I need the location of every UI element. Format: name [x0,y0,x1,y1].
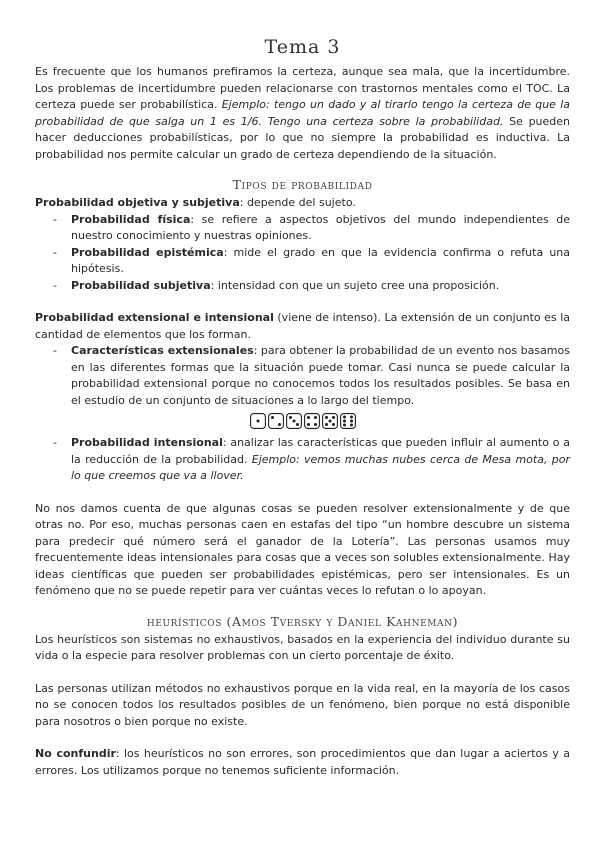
no-confundir-label: No confundir [35,747,116,760]
section-heading-tipos: Tipos de probabilidad [232,177,373,192]
die-face-4-icon [304,413,320,429]
item-text: : intensidad con que un sujeto cree una proposición. [210,278,500,292]
heuristicos-paragraph-3 [35,746,570,779]
intro-paragraph [35,64,570,163]
item-text: : mide el grado en que la evidencia confirma o refuta una hipótesis. [71,245,571,275]
item-label: Probabilidad subjetiva [71,278,211,292]
intro-text-2: Se pueden hacer deducciones probabilísticas, por lo que no siempre la probabilidad es inductiva. La probabilidad nos permite calcular un grado de certeza dependiendo de la situación. [35,114,571,161]
objetiva-label: Probabilidad objetiva y subjetiva [35,196,240,209]
intro-example: Ejemplo: tengo un dado y al tirarlo tengo la certeza de que la probabilidad de que salga un 1 es 1/6. Tengo una certeza sobre la probabilidad. [35,98,570,128]
item-text: : se refiere a aspectos objetivos del mundo independientes de nuestro conocimiento y nuestras opiniones. [71,212,570,242]
extensional-list [35,343,570,409]
list-item [53,343,570,409]
die-face-5-icon [322,413,338,429]
item-label: Características extensionales [71,344,254,357]
die-face-1-icon [250,413,266,429]
item-label: Probabilidad intensional [71,436,223,449]
extensional-label: Probabilidad extensional e intensional [35,311,274,324]
list-item [53,278,570,295]
extensional-paragraph [35,310,570,343]
list-item [53,435,570,485]
heuristicos-paragraph-1: Los heurísticos son sistemas no exhaustivos, basados en la experiencia del individuo durante su vida o la especie para resolver problemas con un cierto porcentaje de éxito. [35,632,570,662]
item-text: : para obtener la probabilidad de un evento nos basamos en las diferentes formas que la situación puede tomar. Casi nunca se puede calcular la probabilidad extensional porque no conocemos todos los resultados posibles. Se basa en el estudio de un conjunto de situaciones a lo largo del tiempo. [71,344,570,407]
item-text: : analizar las características que pueden influir al aumento o a la reducción de la probabilidad. [71,436,570,466]
list-item [53,245,570,278]
section-heading-heuristicos: heurísticos (Amos Tversky y Daniel Kahneman) [146,613,459,629]
extensional-note-paragraph: No nos damos cuenta de que algunas cosas se pueden resolver extensionalmente y de que otras no. Por eso, muchas personas caen en estafas del tipo “un hombre descubre un sistema para predecir qué número será el ganador de la Lotería”. Las personas usamos muy frecuentemente ideas intensionales para cosas que a veces son solubles extensionalmente. Hay ideas científicas que pueden ser probabilidades epistémicas, pero ser intensionales. Es un fenómeno que no se puede repetir para ver cuántas veces lo refutan o lo apoyan. [35,501,570,597]
page-title: Tema 3 [264,36,341,58]
extensional-text: (viene de intenso). La extensión de un conjunto es la cantidad de elementos que los forman. [35,311,570,341]
document-page [35,36,570,779]
objetiva-text: : depende del sujeto. [239,196,356,209]
item-label: Probabilidad física [71,212,191,226]
objetiva-paragraph [35,195,570,212]
list-item [53,212,570,245]
die-face-6-icon [340,413,356,429]
die-face-3-icon [286,413,302,429]
heuristicos-paragraph-2: Las personas utilizan métodos no exhaustivos porque en la vida real, en la mayoría de los casos no se conocen todos los resultados posibles de un fenómeno, bien porque no está disponible para nosotros o bien porque no existe. [35,681,570,728]
dice-illustration [35,413,570,429]
intro-text-1: Es frecuente que los humanos prefiramos la certeza, aunque sea mala, que la incertidumbre. Los problemas de incertidumbre pueden relacionarse con trastornos mentales como el TOC. La certeza puede ser probabilística. [35,65,570,111]
die-face-2-icon [268,413,284,429]
intensional-list [35,435,570,485]
no-confundir-text: : los heurísticos no son errores, son procedimientos que dan lugar a aciertos y a errores. Los utilizamos porque no tenemos suficiente información. [35,747,570,777]
item-example: Ejemplo: vemos muchas nubes cerca de Mesa mota, por lo que creemos que va a llover. [71,452,570,482]
item-label: Probabilidad epistémica [71,245,224,259]
objetiva-list [35,212,570,295]
